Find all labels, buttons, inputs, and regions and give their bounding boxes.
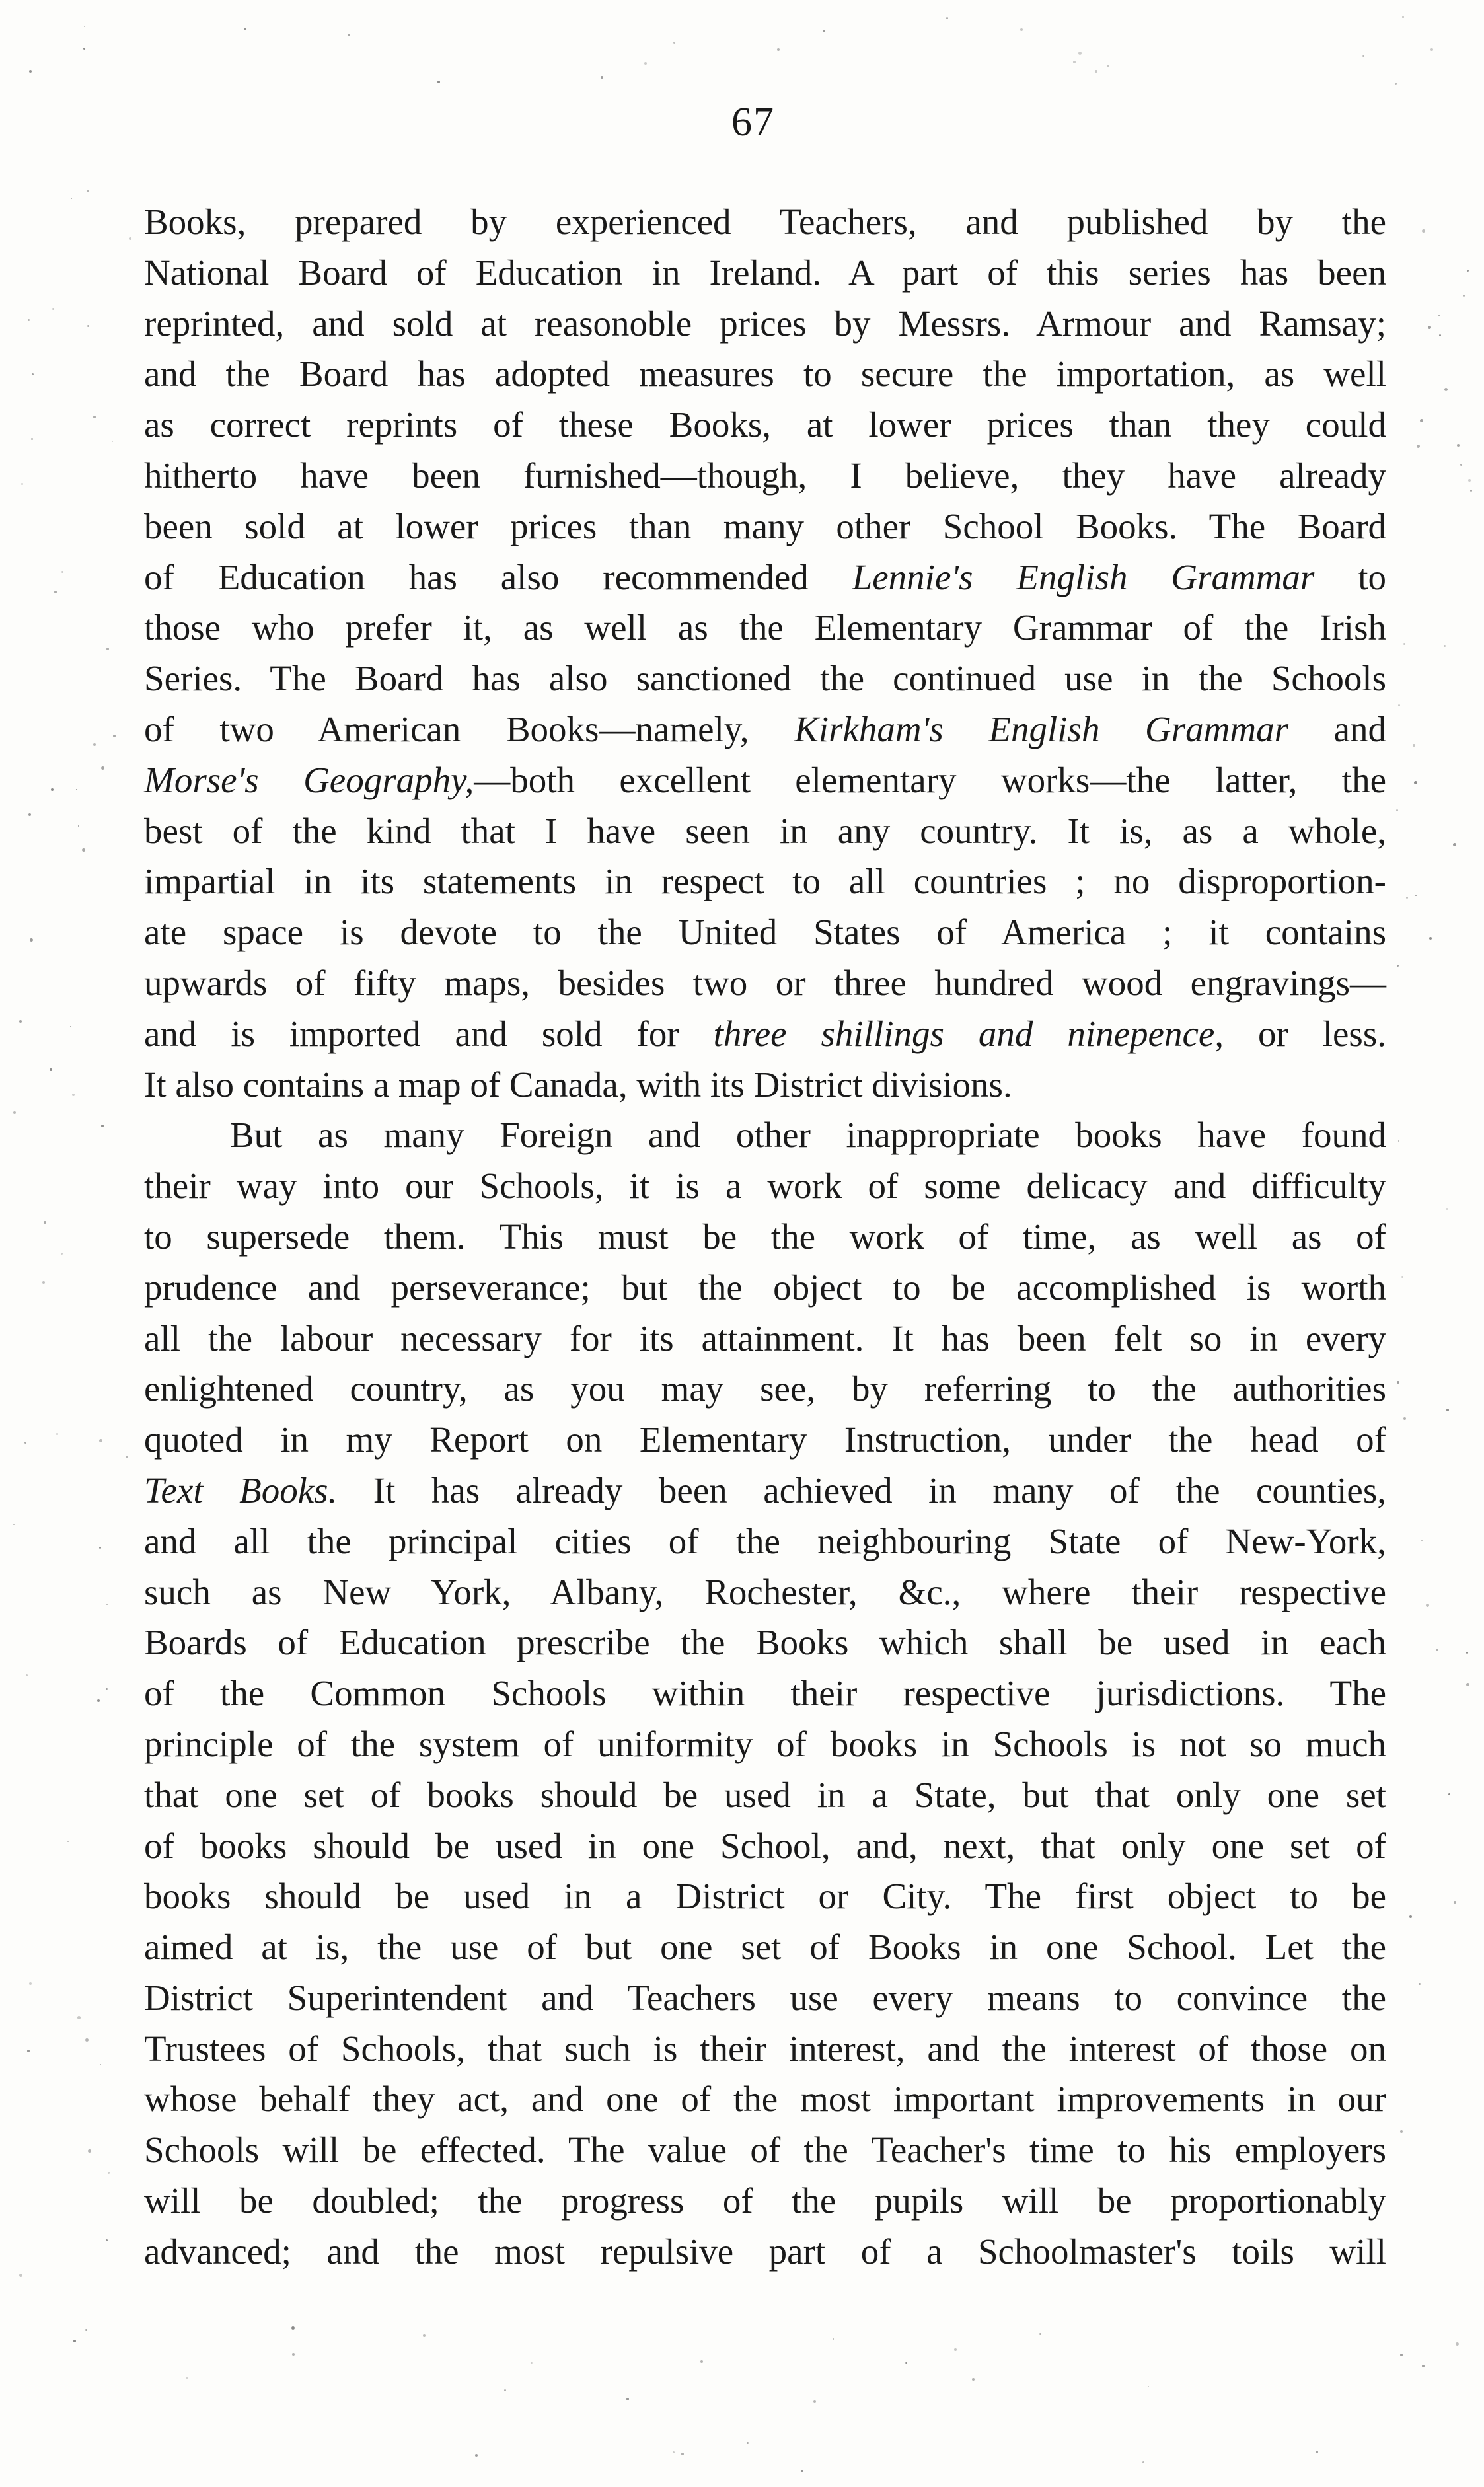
paper-speck	[28, 813, 31, 816]
text-line	[144, 1263, 1386, 1314]
text-run: reprinted, and sold at reasonoble prices by Messrs. Armour and Ramsay;	[144, 303, 1386, 344]
text-line	[144, 1466, 1386, 1516]
text-line	[144, 501, 1386, 552]
paper-speck	[1406, 897, 1408, 899]
paper-speck	[24, 1442, 26, 1444]
paper-speck	[44, 1221, 46, 1224]
text-run: advanced; and the most repulsive part of a Schoolmaster's toils will	[144, 2231, 1386, 2272]
text-line	[144, 1770, 1386, 1821]
paper-speck	[681, 2453, 684, 2455]
text-run: books should be used in a District or City. The first object to be	[144, 1876, 1386, 1917]
paper-speck	[1438, 315, 1440, 316]
text-run: quoted in my Report on Elementary Instruction, under the head of	[144, 1419, 1386, 1460]
paper-speck	[42, 1281, 45, 1284]
paper-speck	[99, 1439, 102, 1442]
text-run: District Superintendent and Teachers use every means to convince the	[144, 1977, 1386, 2018]
text-run: as correct reprints of these Books, at lower prices than they could	[144, 404, 1386, 445]
text-line	[144, 1668, 1386, 1719]
text-run: and	[1288, 708, 1386, 749]
paper-speck	[30, 938, 33, 942]
text-run: It also contains a map of Canada, with its District divisions.	[144, 1064, 1012, 1105]
text-line	[144, 755, 1386, 806]
paper-speck	[1316, 2451, 1318, 2453]
paper-speck	[1398, 1140, 1399, 1142]
text-line	[144, 1364, 1386, 1415]
paper-speck	[1467, 270, 1469, 272]
text-run: —both excellent elementary works—the latter, the	[474, 759, 1386, 800]
paper-speck	[101, 1125, 104, 1127]
text-run: Trustees of Schools, that such is their interest, and the interest of those on	[144, 2028, 1386, 2069]
paper-speck	[1362, 55, 1364, 57]
paper-speck	[1396, 809, 1398, 811]
paper-speck	[129, 237, 131, 240]
text-run: aimed at is, the use of but one set of Books in one School. Let the	[144, 1927, 1386, 1968]
paper-speck	[1397, 965, 1399, 967]
paper-speck	[85, 2038, 89, 2042]
text-run: or less.	[1224, 1013, 1386, 1054]
paper-speck	[85, 2329, 87, 2331]
text-run: principle of the system of uniformity of books in Schools is not so much	[144, 1723, 1386, 1764]
paper-speck	[1429, 937, 1432, 940]
paper-speck	[1403, 643, 1405, 645]
text-line	[144, 856, 1386, 907]
text-run: prudence and perseverance; but the object to be accomplished is worth	[144, 1267, 1386, 1308]
paper-speck	[1414, 781, 1417, 784]
paper-speck	[51, 788, 54, 791]
paper-speck	[1456, 2342, 1459, 2346]
paper-speck	[1095, 70, 1097, 73]
paper-speck	[1078, 52, 1082, 55]
paper-speck	[28, 319, 30, 321]
text-run: ate space is devote to the United States of America ; it contains	[144, 912, 1386, 953]
paper-speck	[61, 571, 63, 573]
italic-text: three shillings and ninepence,	[713, 1013, 1224, 1054]
paper-speck	[954, 2348, 957, 2351]
text-run: Boards of Education prescribe the Books which shall be used in each	[144, 1622, 1386, 1663]
paper-speck	[777, 48, 780, 51]
text-line	[144, 1415, 1386, 1466]
paper-speck	[1448, 1793, 1450, 1795]
text-run: and is imported and sold for	[144, 1013, 714, 1054]
paper-speck	[946, 17, 948, 19]
text-line	[144, 1009, 1386, 1060]
text-run: of the Common Schools within their respective jurisdictions. The	[144, 1673, 1386, 1714]
paper-speck	[31, 438, 33, 440]
paper-speck	[1413, 744, 1415, 747]
paper-speck	[1422, 229, 1425, 233]
paper-speck	[1419, 1983, 1421, 1985]
paper-speck	[1457, 444, 1460, 447]
paper-speck	[29, 70, 32, 73]
paper-speck	[1142, 2461, 1144, 2463]
text-line	[144, 1060, 1386, 1111]
paper-speck	[1444, 388, 1448, 391]
paper-speck	[747, 2442, 749, 2444]
text-run: those who prefer it, as well as the Elementary Grammar of the Irish	[144, 607, 1386, 648]
text-run: and all the principal cities of the neighbouring State of New-York,	[144, 1520, 1386, 1561]
text-run: of Education has also recommended	[144, 556, 852, 597]
paper-speck	[1400, 2354, 1403, 2356]
paper-speck	[1470, 490, 1472, 492]
paper-speck	[1020, 28, 1023, 31]
text-line	[144, 1821, 1386, 1872]
text-run: will be doubled; the progress of the pupils will be proportionably	[144, 2180, 1386, 2221]
paper-speck	[126, 1456, 128, 1458]
paper-speck	[1398, 704, 1400, 706]
paper-speck	[108, 2172, 110, 2174]
text-line	[144, 1922, 1386, 1973]
paper-speck	[833, 2338, 834, 2340]
text-line	[144, 1212, 1386, 1263]
paper-speck	[1446, 1208, 1448, 1210]
paper-speck	[78, 825, 79, 827]
text-run: It has already been achieved in many of the counties,	[337, 1469, 1386, 1510]
text-line	[144, 1871, 1386, 1922]
paper-speck	[186, 2377, 188, 2379]
text-line	[144, 1110, 1386, 1161]
paper-speck	[26, 1674, 28, 1676]
text-line	[144, 2227, 1386, 2278]
paper-speck	[1039, 2333, 1041, 2335]
paper-speck	[1446, 1409, 1449, 1411]
paper-speck	[87, 325, 89, 327]
paper-speck	[601, 76, 603, 79]
paper-speck	[1107, 65, 1109, 67]
paper-speck	[673, 2451, 675, 2453]
paper-speck	[72, 1094, 75, 1096]
paper-speck	[106, 2239, 108, 2241]
paper-speck	[73, 2340, 76, 2342]
paper-speck	[93, 416, 96, 418]
paper-speck	[54, 591, 57, 593]
text-line	[144, 603, 1386, 653]
paper-speck	[1401, 1276, 1403, 1278]
text-line	[144, 806, 1386, 857]
text-line	[144, 552, 1386, 603]
text-run: whose behalf they act, and one of the most important improvements in our	[144, 2079, 1386, 2120]
paper-speck	[112, 441, 113, 442]
paper-speck	[1421, 1540, 1423, 1541]
text-run: National Board of Education in Ireland. A part of this series has been	[144, 252, 1386, 293]
paper-speck	[1444, 645, 1446, 647]
text-line	[144, 1719, 1386, 1770]
paper-speck	[905, 2362, 907, 2364]
text-line	[144, 400, 1386, 451]
paper-speck	[1073, 61, 1076, 63]
paper-speck	[93, 743, 96, 746]
paper-speck	[67, 1841, 69, 1842]
text-line	[144, 248, 1386, 299]
text-run: to	[1314, 556, 1387, 597]
paper-speck	[244, 28, 246, 30]
italic-text: Lennie's English Grammar	[852, 556, 1315, 597]
paper-speck	[1403, 1417, 1406, 1420]
text-run: to supersede them. This must be the work of time, as well as of	[144, 1216, 1386, 1257]
paper-speck	[113, 735, 116, 737]
text-line	[144, 349, 1386, 400]
paper-speck	[423, 2334, 426, 2337]
italic-text: Morse's Geography,	[144, 759, 474, 800]
paper-speck	[972, 2378, 975, 2381]
paper-speck	[1466, 1683, 1469, 1686]
text-run: But as many Foreign and other inappropriate books have found	[230, 1115, 1386, 1156]
text-line	[144, 704, 1386, 755]
paper-speck	[13, 1524, 15, 1525]
paper-speck	[531, 2362, 533, 2364]
italic-text: Text Books.	[144, 1469, 338, 1510]
paper-speck	[801, 2470, 803, 2472]
text-line	[144, 451, 1386, 501]
text-line	[144, 1973, 1386, 2024]
text-run: upwards of fifty maps, besides two or three hundred wood engravings—	[144, 962, 1386, 1003]
paper-speck	[87, 190, 89, 192]
text-run: hitherto have been furnished—though, I believe, they have already	[144, 455, 1386, 496]
text-line	[144, 1617, 1386, 1668]
text-run: their way into our Schools, it is a work of some delicacy and difficulty	[144, 1166, 1386, 1206]
paper-speck	[1422, 2365, 1425, 2367]
text-run: enlightened country, as you may see, by referring to the authorities	[144, 1368, 1386, 1409]
paper-speck	[61, 1253, 63, 1255]
text-line	[144, 299, 1386, 350]
text-run: Books, prepared by experienced Teachers, and published by the	[144, 202, 1386, 242]
paper-speck	[29, 1982, 32, 1985]
paper-speck	[21, 483, 23, 485]
paper-speck	[32, 373, 34, 375]
paper-speck	[101, 766, 104, 770]
paper-speck	[1415, 895, 1417, 896]
paper-speck	[291, 2326, 295, 2330]
paper-speck	[106, 1604, 108, 1605]
text-run: that one set of books should be used in a State, but that only one set	[144, 1774, 1386, 1815]
text-run: Series. The Board has also sanctioned the continued use in the Schools	[144, 658, 1386, 699]
text-line	[144, 653, 1386, 704]
paper-speck	[100, 2064, 101, 2065]
paper-speck	[1466, 1652, 1468, 1654]
paper-speck	[673, 42, 675, 44]
paper-speck	[52, 308, 54, 310]
paper-speck	[475, 2454, 478, 2457]
paper-speck	[1439, 334, 1441, 336]
text-run: of two American Books—namely,	[144, 708, 795, 749]
paper-speck	[437, 81, 440, 83]
paper-speck	[97, 1699, 100, 1702]
paper-speck	[1395, 83, 1397, 85]
paper-speck	[1409, 1915, 1412, 1918]
paper-speck	[82, 848, 85, 852]
paper-speck	[1420, 419, 1423, 422]
paper-speck	[823, 30, 825, 32]
paper-speck	[13, 1111, 16, 1114]
paper-speck	[1397, 1381, 1399, 1384]
paper-speck	[56, 1433, 58, 1435]
text-line	[144, 197, 1386, 248]
text-run: of books should be used in one School, and, next, that only one set of	[144, 1825, 1386, 1866]
text-run: impartial in its statements in respect to all countries ; no disproportion-	[144, 861, 1386, 902]
text-run: best of the kind that I have seen in any country. It is, as a whole,	[144, 810, 1386, 851]
paper-speck	[1400, 2130, 1403, 2133]
paper-speck	[292, 2353, 295, 2356]
paper-speck	[1468, 479, 1471, 482]
paper-speck	[70, 1026, 71, 1027]
paper-speck	[1460, 464, 1462, 466]
paper-speck	[1453, 843, 1456, 846]
paper-speck	[1428, 326, 1431, 329]
text-line	[144, 958, 1386, 1009]
paper-speck	[88, 2149, 91, 2153]
paper-speck	[83, 48, 85, 50]
paper-speck	[700, 2360, 703, 2363]
text-line	[144, 2074, 1386, 2125]
text-line	[144, 2176, 1386, 2227]
paper-speck	[106, 1688, 108, 1690]
text-line	[144, 2024, 1386, 2075]
paper-speck	[1454, 1901, 1456, 1904]
text-run: been sold at lower prices than many other School Books. The Board	[144, 505, 1386, 546]
body-text	[144, 197, 1386, 2278]
text-run: all the labour necessary for its attainment. It has been felt so in every	[144, 1318, 1386, 1358]
paper-speck	[1436, 1649, 1438, 1651]
paper-speck	[99, 1547, 101, 1549]
paper-speck	[19, 1020, 22, 1023]
page-number: 67	[731, 100, 775, 145]
italic-text: Kirkham's English Grammar	[794, 708, 1288, 749]
paper-speck	[27, 2050, 30, 2052]
paper-speck	[84, 26, 85, 27]
paper-speck	[1148, 2386, 1149, 2387]
paper-speck	[813, 2400, 816, 2403]
paper-speck	[1430, 48, 1433, 51]
text-line	[144, 1516, 1386, 1567]
paper-speck	[348, 34, 350, 36]
text-line	[144, 1314, 1386, 1364]
paper-speck	[76, 789, 77, 790]
paper-speck	[106, 648, 109, 650]
text-run: Schools will be effected. The value of the Teacher's time to his employers	[144, 2130, 1386, 2171]
paper-speck	[77, 2016, 81, 2019]
paper-speck	[626, 2398, 629, 2400]
text-line	[144, 2125, 1386, 2176]
paper-speck	[71, 198, 72, 199]
paper-speck	[19, 2274, 22, 2277]
text-line	[144, 1161, 1386, 1212]
text-line	[144, 907, 1386, 958]
paper-speck	[1463, 295, 1465, 297]
paper-speck	[1402, 16, 1404, 18]
paper-speck	[504, 2389, 506, 2391]
paper-speck	[644, 62, 647, 65]
paper-speck	[1426, 1604, 1429, 1607]
paper-speck	[50, 1068, 52, 1071]
paper-speck	[1417, 445, 1420, 448]
text-run: and the Board has adopted measures to secure the importation, as well	[144, 353, 1386, 394]
text-line	[144, 1567, 1386, 1618]
text-run: such as New York, Albany, Rochester, &c., where their respective	[144, 1571, 1386, 1612]
